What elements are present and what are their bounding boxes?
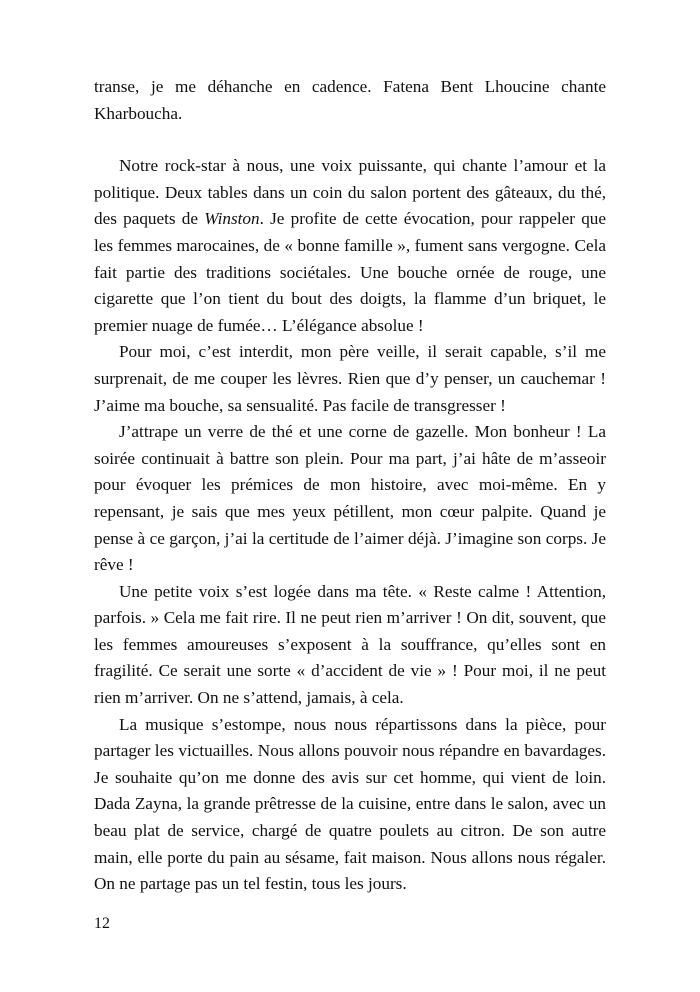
paragraph-interdit: Pour moi, c’est interdit, mon père veille, il serait capable, s’il me surprenait, de me couper les lèvres. Rien que d’y penser, un cauchemar ! J’aime ma bouche, sa sensualité. Pas facile de transgresser ! [94,342,606,415]
paragraph-spacer [94,127,606,153]
page-body [94,74,606,898]
paragraph-petite-voix: Une petite voix s’est logée dans ma tête. « Reste calme ! Attention, parfois. » Cela me fait rire. Il ne peut rien m’arriver ! On dit, souvent, que les femmes amoureuses s’exposent à la souffrance, qu’elles sont en fragilité. Ce serait une sorte « d’accident de vie » ! Pour moi, il ne peut rien m’arriver. On ne s’attend, jamais, à cela. [94,581,606,708]
paragraph-musique: La musique s’estompe, nous nous répartissons dans la pièce, pour partager les victuailles. Nous allons pouvoir nous répandre en bavardages. Je souhaite qu’on me donne des avis sur cet homme, qui vient de loin. Dada Zayna, la grande prêtresse de la cuisine, entre dans le salon, avec un beau plat de service, chargé de quatre poulets au citron. De son autre main, elle porte du pain au sésame, fait maison. Nous allons nous régaler. On ne partage pas un tel festin, tous les jours. [94,714,606,894]
page-number: 12 [94,915,110,932]
italic-brand-name: Winston [204,209,260,229]
paragraph-continuation: transe, je me déhanche en cadence. Fatena Bent Lhoucine chante Kharboucha. [94,77,606,123]
paragraph-rock-star [94,153,606,339]
paragraph-text: Notre rock-star à nous, une voix puissante, qui chante l’amour et la politique. Deux tables dans un coin du salon portent des gâteaux, du thé, des paquets de [94,156,606,229]
paragraph-verre-de-the: J’attrape un verre de thé et une corne de gazelle. Mon bonheur ! La soirée continuait à battre son plein. Pour ma part, j’ai hâte de m’asseoir pour évoquer les prémices de mon histoire, avec moi-même. En y repensant, je sais que mes yeux pétillent, mon cœur palpite. Quand je pense à ce garçon, j’ai la certitude de l’aimer déjà. J’imagine son corps. Je rêve ! [94,422,606,575]
paragraph-text: . Je profite de cette évocation, pour rappeler que les femmes marocaines, de « bonne famille », fument sans vergogne. Cela fait partie des traditions sociétales. Une bouche ornée de rouge, une cigarette que l’on tient du bout des doigts, la flamme d’un briquet, le premier nuage de fumée… L’élégance absolue ! [94,209,607,335]
